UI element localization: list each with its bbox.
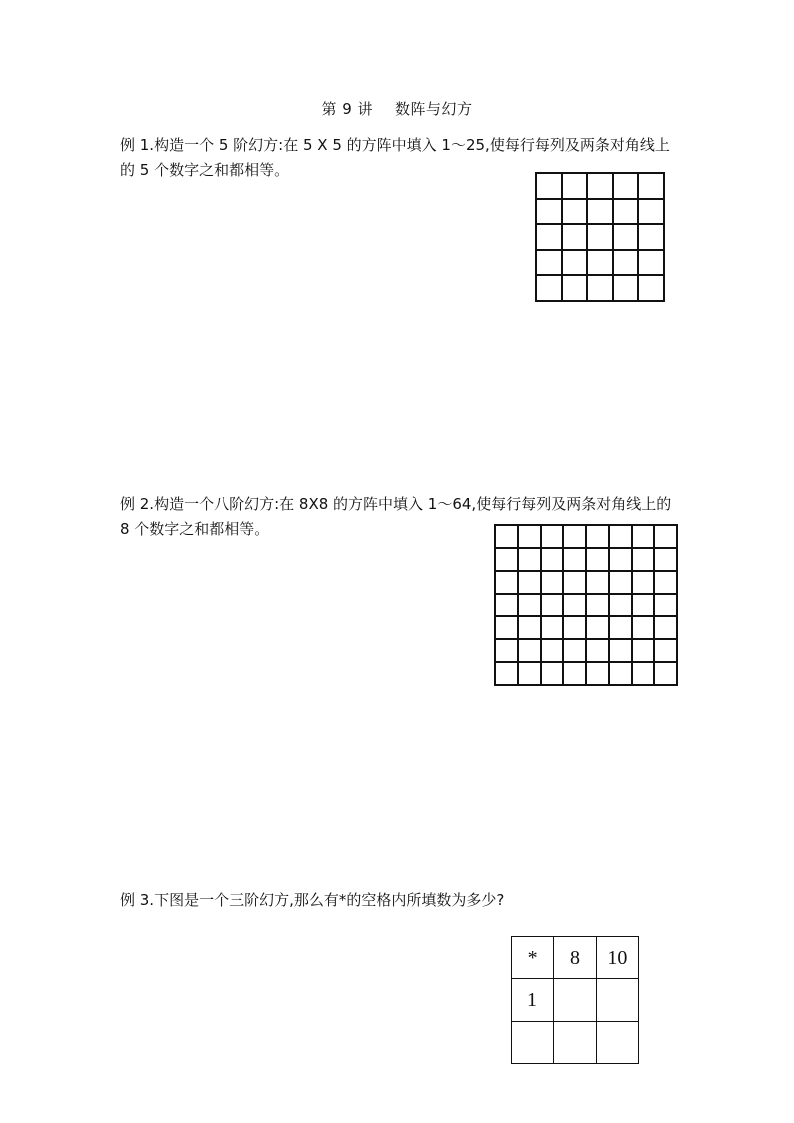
grid-cell	[587, 595, 610, 618]
grid-cell	[519, 595, 542, 618]
grid-cell	[496, 617, 519, 640]
grid-cell	[542, 640, 565, 663]
grid-cell	[597, 1022, 639, 1064]
grid-cell	[519, 526, 542, 549]
grid-cell	[614, 225, 640, 251]
grid-cell	[655, 549, 678, 572]
grid-cell	[588, 276, 614, 302]
grid-cell	[554, 1022, 596, 1064]
grid-cell	[588, 251, 614, 277]
grid-cell	[610, 549, 633, 572]
grid-cell	[610, 572, 633, 595]
grid-cell	[542, 595, 565, 618]
grid-cell	[537, 276, 563, 302]
grid-cell	[633, 595, 656, 618]
grid-cell	[496, 595, 519, 618]
grid-cell	[563, 174, 589, 200]
grid-cell	[496, 526, 519, 549]
grid-cell	[496, 663, 519, 686]
grid-cell	[587, 526, 610, 549]
grid-cell	[639, 174, 665, 200]
grid-cell	[588, 174, 614, 200]
grid-cell	[633, 572, 656, 595]
grid-cell	[639, 200, 665, 226]
grid-cell: *	[512, 937, 554, 979]
grid-cell	[563, 200, 589, 226]
grid-cell	[639, 276, 665, 302]
grid-cell	[633, 526, 656, 549]
grid-cell	[519, 640, 542, 663]
grid-cell	[542, 526, 565, 549]
grid-cell	[537, 200, 563, 226]
grid-cell	[614, 276, 640, 302]
grid-cell	[542, 663, 565, 686]
grid-cell	[587, 640, 610, 663]
grid-cell	[564, 549, 587, 572]
grid-cell	[542, 572, 565, 595]
grid-cell: 10	[597, 937, 639, 979]
lesson-number: 第 9 讲	[321, 100, 374, 118]
grid-cell	[564, 595, 587, 618]
grid-cell	[633, 617, 656, 640]
grid-cell	[587, 572, 610, 595]
grid-cell	[633, 663, 656, 686]
grid-cell	[512, 1022, 554, 1064]
grid-cell	[542, 549, 565, 572]
grid-cell	[610, 595, 633, 618]
example-3-text: 例 3.下图是一个三阶幻方,那么有*的空格内所填数为多少?	[120, 891, 505, 909]
grid-cell	[537, 225, 563, 251]
grid-cell	[519, 572, 542, 595]
grid-cell	[655, 617, 678, 640]
grid-cell	[564, 526, 587, 549]
grid-cell	[542, 617, 565, 640]
grid-cell	[655, 526, 678, 549]
grid-cell: 1	[512, 979, 554, 1021]
grid-cell	[564, 663, 587, 686]
grid-cell: 8	[554, 937, 596, 979]
grid-cell	[587, 663, 610, 686]
grid-cell	[610, 526, 633, 549]
grid-cell	[610, 640, 633, 663]
grid-cell	[554, 979, 596, 1021]
grid-cell	[588, 200, 614, 226]
grid-cell	[633, 640, 656, 663]
example-1-text: 例 1.构造一个 5 阶幻方:在 5 X 5 的方阵中填入 1～25,使每行每列及两条对角线上的 5 个数字之和都相等。	[120, 136, 670, 179]
grid-cell	[496, 549, 519, 572]
grid-cell	[588, 225, 614, 251]
grid-cell	[614, 200, 640, 226]
grid-cell	[587, 549, 610, 572]
magic-square-5x5-grid	[535, 172, 665, 302]
grid-cell	[655, 640, 678, 663]
grid-cell	[610, 617, 633, 640]
grid-cell	[597, 979, 639, 1021]
lesson-topic: 数阵与幻方	[395, 100, 473, 118]
grid-cell	[639, 225, 665, 251]
grid-cell	[655, 572, 678, 595]
grid-cell	[564, 617, 587, 640]
grid-cell	[655, 663, 678, 686]
magic-square-8x8-grid	[494, 524, 678, 686]
grid-cell	[587, 617, 610, 640]
grid-cell	[639, 251, 665, 277]
grid-cell	[614, 251, 640, 277]
example-2-text: 例 2.构造一个八阶幻方:在 8X8 的方阵中填入 1～64,使每行每列及两条对角线上的 8 个数字之和都相等。	[120, 495, 672, 538]
grid-cell	[519, 663, 542, 686]
grid-cell	[655, 595, 678, 618]
grid-cell	[564, 572, 587, 595]
grid-cell	[564, 640, 587, 663]
grid-cell	[537, 251, 563, 277]
grid-cell	[614, 174, 640, 200]
grid-cell	[563, 276, 589, 302]
grid-cell	[496, 572, 519, 595]
grid-cell	[496, 640, 519, 663]
grid-cell	[519, 549, 542, 572]
grid-cell	[537, 174, 563, 200]
magic-square-3x3-grid	[511, 936, 639, 1064]
grid-cell	[610, 663, 633, 686]
grid-cell	[563, 251, 589, 277]
grid-cell	[519, 617, 542, 640]
page-title	[0, 98, 794, 119]
grid-cell	[563, 225, 589, 251]
grid-cell	[633, 549, 656, 572]
